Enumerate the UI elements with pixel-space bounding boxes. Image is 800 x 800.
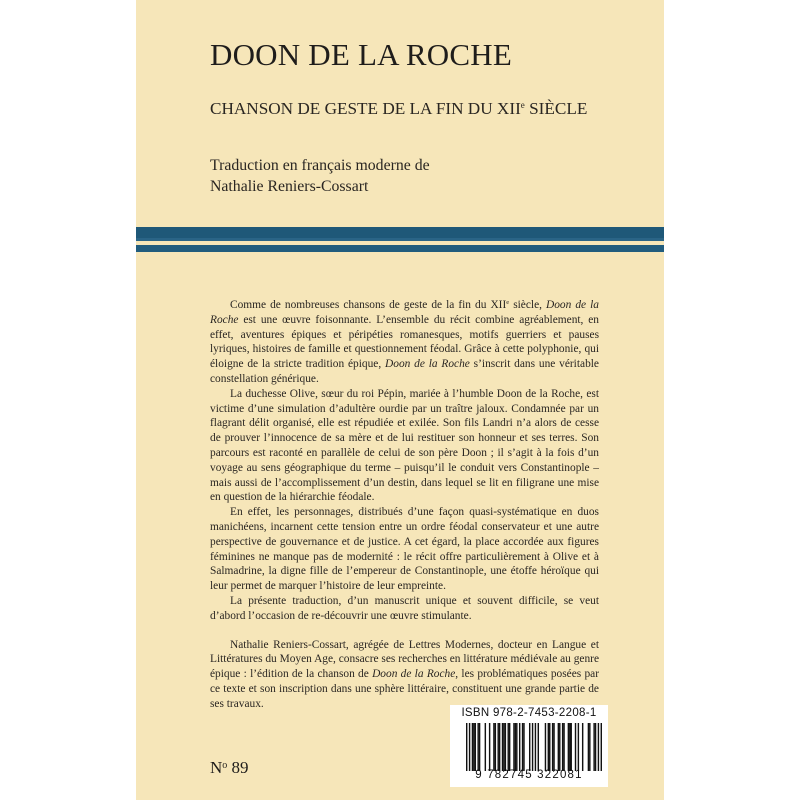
blurb-text: s’inscrit dans une véritable constellation générique. [210,358,599,385]
barcode-bar [578,723,579,771]
blurb-paragraph [210,296,599,387]
barcode-bar [562,723,563,771]
barcode-bar [489,723,490,771]
book-title: DOON DE LA ROCHE [210,37,512,72]
blurb-text: siècle, [509,299,547,311]
barcode-block [450,705,608,787]
barcode-digits: 9 782745 322081 [475,769,583,781]
barcode-bar [532,723,533,771]
barcode-bar [499,723,500,771]
barcode-bar [529,723,530,771]
barcode-bar [515,723,516,771]
barcode-bar [595,723,596,771]
bio-italic-title: Doon de la Roche [372,668,456,681]
barcode-bar [502,723,503,771]
barcode-bar [505,723,506,771]
barcode-bar [552,723,553,771]
translation-credit [210,155,430,197]
bio-text: Nathalie Reniers-Cossart, agrégée de Lettres Modernes, docteur en Langue et Littératures du Moyen Age, consacre ses recherches en littérature médiévale au genre épique : l’édition de la chanson de [210,638,599,681]
translator-name: Nathalie Reniers-Cossart [210,178,369,195]
barcode-bar [516,723,517,771]
number-value: 89 [227,758,249,777]
barcode-bar [469,723,470,771]
barcode-bar [466,723,467,771]
series-number [210,758,249,778]
barcode-bar [495,723,496,771]
back-cover-blurb [210,296,599,712]
barcode-bar [588,723,589,771]
subtitle-text-end: SIÈCLE [524,99,588,118]
barcode-bar [475,723,476,771]
barcode-bar [582,723,583,771]
book-back-cover [136,0,664,800]
barcode-bar [497,723,498,771]
subtitle-text: CHANSON DE GESTE DE LA FIN DU XII [210,99,521,118]
barcode-bar [508,723,509,771]
barcode-bar [473,723,474,771]
blurb-italic-title: Doon de la Roche [385,358,470,371]
barcode-bar [535,723,536,771]
author-bio [210,638,599,712]
barcode-bar [571,723,572,771]
barcode-bar [553,723,554,771]
decorative-band-lower [136,245,664,252]
barcode-bar [522,723,523,771]
number-superscript: o [222,760,228,771]
barcode-bar [472,723,473,771]
decorative-band-edge [136,238,664,241]
blurb-italic-title: Doon de la Roche [210,299,599,326]
barcode-bar [503,723,504,771]
barcode-bar [575,723,576,771]
barcode-bar [485,723,486,771]
isbn-label: ISBN 978-2-7453-2208-1 [461,707,597,719]
barcode-bar [509,723,510,771]
blurb-paragraph: La duchesse Olive, sœur du roi Pépin, mariée à l’humble Doon de la Roche, est victime d’une simulation d’adultère ourdie par un traître jaloux. Condamnée par un flagrant délit organisé, elle est répudiée et exilée. Son fils Landri n’a alors de cesse de prouver l’innocence de sa mère et de lui restituer son honneur et ses terres. Son parcours est raconté en parallèle de celui de son père Doon ; il s’agit à la fois d’un voyage au sens géographique du terme – puisqu’il le conduit vers Constantinople – mais aussi de l’accomplissement d’un destin, dans lequel se lit en filigrane une mise en question de la hiérarchie féodale. [210,387,599,504]
blurb-superscript: e [506,299,510,306]
barcode-bar [545,723,546,771]
book-subtitle [210,99,587,119]
barcode-bar [601,723,602,771]
blurb-paragraph: En effet, les personnages, distribués d’une façon quasi-systématique en duos manichéens, incarnent cette tension entre un ordre féodal conservateur et une autre perspective de gouvernance et de justice. A cet égard, la place accordée aux figures féminines ne manque pas de modernité : le récit offre particulièrement à Olive et à Salmadrine, la digne fille de l’empereur de Constantinople, une étoffe héroïque qui leur permet de marquer l’histoire de leur empreinte. [210,506,599,593]
barcode-bar [593,723,594,771]
barcode-bar [523,723,524,771]
translation-line: Traduction en français moderne de [210,157,430,174]
decorative-band [136,227,664,238]
barcode-bar [477,723,478,771]
barcode-icon [466,723,602,771]
blurb-text: Comme de nombreuses chansons de geste de la fin du XII [230,299,507,311]
blurb-paragraph: La présente traduction, d’un manuscrit unique et souvent difficile, se veut d’abord l’occasion de re-découvrir une œuvre stimulante. [210,594,599,622]
barcode-bar [558,723,559,771]
barcode-bar [519,723,520,771]
barcode-bar [563,723,564,771]
blurb-text: est une œuvre foisonnante. L’ensemble du récit combine agréablement, en effet, aventures épiques et péripéties romanesques, motifs guerriers et pauses lyriques, histoires de famille et questionnement féodal. Grâce à cette polyphonie, qui éloigne de la stricte tradition épique, [210,313,599,371]
subtitle-superscript: e [520,100,525,110]
barcode-bar [589,723,590,771]
barcode-bar [548,723,549,771]
barcode-bar [598,723,599,771]
barcode-bar [493,723,494,771]
barcode-bar [513,723,514,771]
barcode-bar [549,723,550,771]
number-prefix: N [210,758,223,777]
barcode-bar [569,723,570,771]
bio-text: , les problématiques posées par ce texte et son inscription dans une sphère littéraire, constituent une grande partie de ses travaux. [210,668,600,710]
barcode-bar [559,723,560,771]
barcode-bar [479,723,480,771]
barcode-bar [538,723,539,771]
barcode-bar [568,723,569,771]
